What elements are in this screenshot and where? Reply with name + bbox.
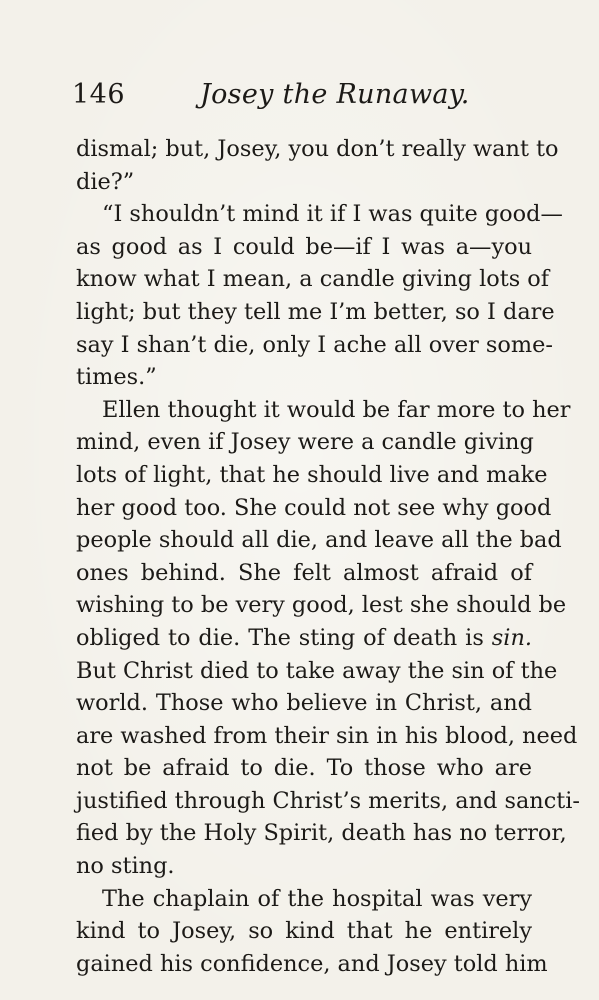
text-line: know what I mean, a candle giving lots of: [76, 266, 550, 293]
text-line: obliged to die. The sting of death is sin.: [76, 624, 532, 651]
running-title: Josey the Runaway.: [200, 79, 470, 110]
text-line: ones behind. She felt almost afraid of: [76, 559, 532, 586]
text-line: say I shan’t die, only I ache all over some-: [76, 331, 553, 358]
text-line: no sting.: [76, 853, 175, 880]
text-line: as good as I could be—if I was a—you: [76, 233, 532, 260]
text-line: kind to Josey, so kind that he entirely: [76, 918, 532, 945]
text-line: gained his confidence, and Josey told him: [76, 950, 548, 977]
text-line: people should all die, and leave all the bad: [76, 527, 562, 554]
text-line: mind, even if Josey were a candle giving: [76, 429, 534, 456]
text-line: world. Those who believe in Christ, and: [76, 690, 532, 717]
text-line: times.”: [76, 364, 157, 391]
text-line: lots of light, that he should live and make: [76, 461, 548, 488]
page-number: 146: [72, 79, 126, 110]
page-header: [72, 79, 532, 119]
text-line: not be afraid to die. To those who are: [76, 755, 532, 782]
text-line: wishing to be very good, lest she should be: [76, 592, 567, 619]
text-line: Ellen thought it would be far more to her: [102, 396, 571, 423]
body-text: [76, 133, 580, 980]
text-line: fied by the Holy Spirit, death has no terror,: [76, 820, 567, 847]
text-line: light; but they tell me I’m better, so I dare: [76, 298, 555, 325]
text-line: justified through Christ’s merits, and sancti-: [76, 787, 580, 814]
text-line: die?”: [76, 168, 135, 195]
text-line: But Christ died to take away the sin of the: [76, 657, 558, 684]
italic-word: sin.: [491, 624, 532, 651]
text-line: dismal; but, Josey, you don’t really want to: [76, 136, 559, 162]
text-line: The chaplain of the hospital was very: [102, 885, 532, 912]
text-line: “I shouldn’t mind it if I was quite good—: [102, 201, 563, 228]
text-line: her good too. She could not see why good: [76, 494, 552, 521]
text-line: are washed from their sin in his blood, need: [76, 722, 578, 749]
